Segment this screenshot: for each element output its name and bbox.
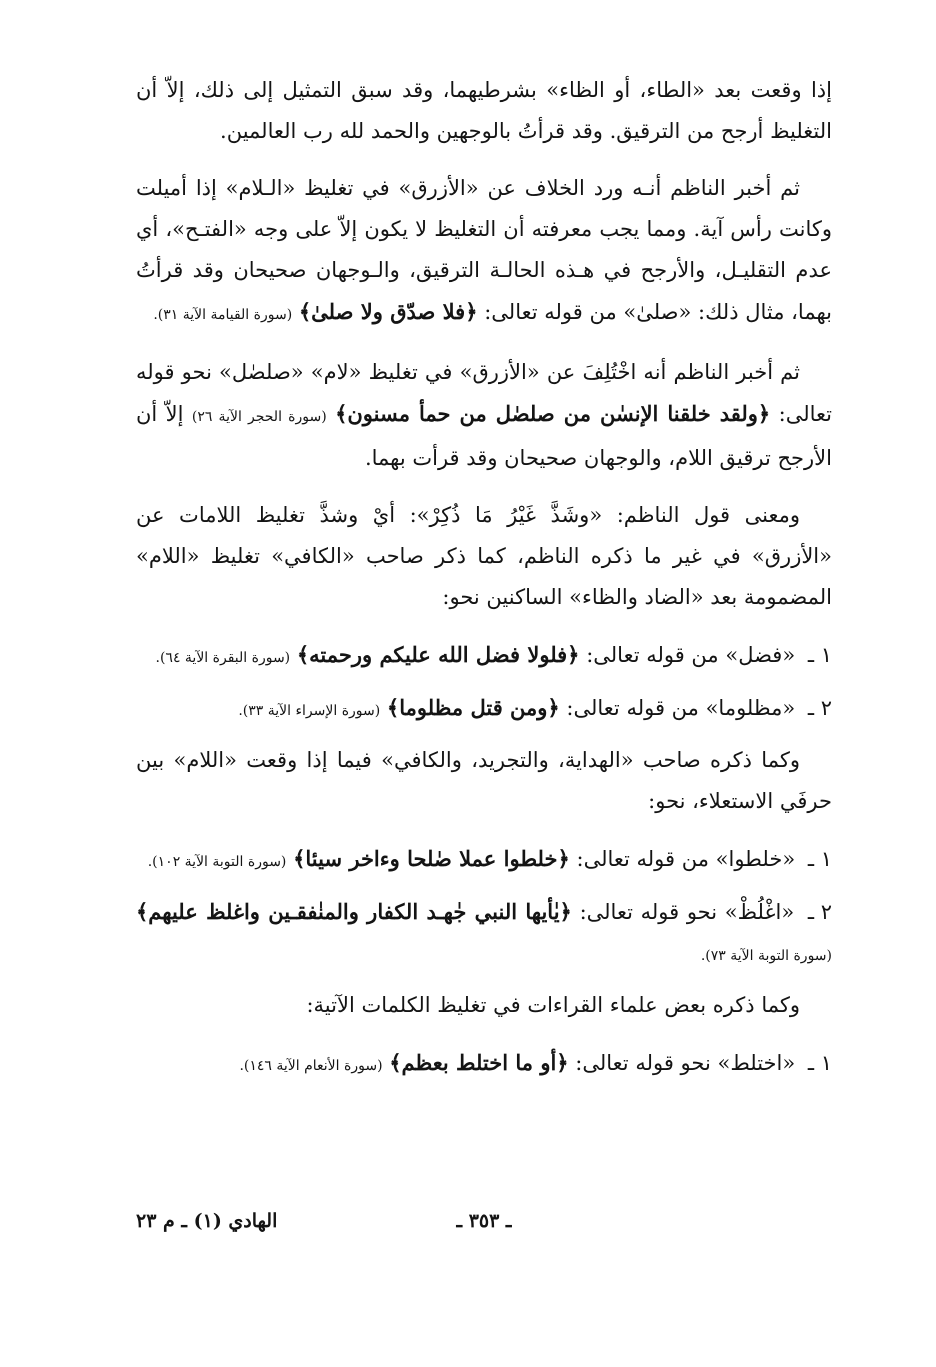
item-quran-quote: ﴿يٰأيها النبي جٰهـد الكفار والمنٰفقـين واغلظ عليهم﴾ [136,899,572,924]
paragraph-3 [136,352,832,479]
paragraph-2 [136,168,832,336]
item-text: «فضل» من قوله تعالى: [586,643,796,667]
page-number: ـ ٣٥٣ ـ [456,1210,512,1232]
item-number: ١ ـ [807,847,832,871]
paragraph-1: إذا وقعت بعد «الطاء، أو الظاء» بشرطيهما، وقد سبق التمثيل إلى ذلك، إلاّ أن التغليظ أرجح من الترقيق. وقد قرأتُ بالوجهين والحمد لله رب العالمين. [136,78,832,143]
item-text: «اختلط» نحو قوله تعالى: [575,1051,796,1075]
printer-signature: الهادي (١) ـ م ٢٣ [136,1210,278,1232]
paragraph-3-text: ثم أخبر الناظم أنه اخْتُلِفَ عن «الأزرق» في تغليظ «لام» «صلصٰل» نحو قوله تعالى: [136,360,832,426]
paragraph-2-reference: (سورة القيامة الآية ٣١). [153,307,293,323]
page-body [136,70,832,1087]
example-list-3 [136,1042,832,1087]
paragraph-4: ومعنى قول الناظم: «وشَذَّ غَيْرُ مَا ذُكِرْ»: أيْ وشذَّ تغليظ اللامات عن «الأزرق» في غير ما ذكره الناظم، كما ذكر صاحب «الكافي» تغليظ «اللام» المضمومة بعد «الضاد والظاء» الساكنين نحو: [136,503,832,609]
paragraph-3-tail: إلاّ أن الأرجح ترقيق اللام، والوجهان صحيحان وقد قرأت بهما. [136,402,832,470]
list-item [136,891,832,977]
item-reference: (سورة الأنعام الآية ١٤٦). [239,1058,383,1074]
list-item [136,687,832,732]
list-item [136,1042,832,1087]
paragraph-6: وكما ذكره بعض علماء القراءات في تغليظ الكلمات الآتية: [306,993,800,1017]
item-reference: (سورة التوبة الآية ٧٣). [700,948,832,964]
paragraph-5: وكما ذكره صاحب «الهداية، والتجريد، والكافي» فيما إذا وقعت «اللام» بين حرفَي الاستعلاء، نحو: [136,748,832,813]
list-item [136,634,832,679]
paragraph-3-quran-quote: ﴿ولقد خلقنا الإنسٰن من صلصٰل من حمأ مسنون﴾ [335,401,771,426]
example-list-2 [136,838,832,977]
item-quran-quote: ﴿أو ما اختلط بعظم﴾ [389,1050,569,1075]
item-number: ١ ـ [807,643,832,667]
paragraph-3-reference: (سورة الحجر الآية ٢٦) [191,409,327,425]
item-number: ٢ ـ [807,900,832,924]
item-number: ١ ـ [807,1051,832,1075]
item-text: «خلطوا» من قوله تعالى: [576,847,796,871]
paragraph-2-quran-quote: ﴿فلا صدّق ولا صلىٰ﴾ [298,299,478,324]
item-quran-quote: ﴿فلولا فضل الله عليكم ورحمته﴾ [296,642,580,667]
item-number: ٢ ـ [807,696,832,720]
item-reference: (سورة البقرة الآية ٦٤). [155,650,291,666]
item-quran-quote: ﴿خلطوا عملا صٰلحا وءاخر سيئا﴾ [293,846,570,871]
page-footer [136,1210,832,1250]
item-quran-quote: ﴿ومن قتل مظلوما﴾ [386,695,560,720]
list-item [136,838,832,883]
item-text: «مظلوما» من قوله تعالى: [566,696,796,720]
paragraph-2-text: ثم أخبر الناظم أنـه ورد الخلاف عن «الأزرق» في تغليظ «الـلام» إذا أميلت وكانت رأس آية. ومما يجب معرفته أن التغليظ لا يكون إلاّ على وجه «الفتـح»، أي عدم التقليـل، والأرجح في هـذه الحالـة الترقيق، والـوجهان صحيحان وقد قرأتُ بهما، مثال ذلك: «صلىٰ» من قوله تعالى: [136,176,832,324]
item-reference: (سورة الإسراء الآية ٣٣). [238,703,381,719]
item-reference: (سورة التوبة الآية ١٠٢). [147,854,287,870]
item-text: «اغْلُظْ» نحو قوله تعالى: [579,900,795,924]
example-list-1 [136,634,832,732]
